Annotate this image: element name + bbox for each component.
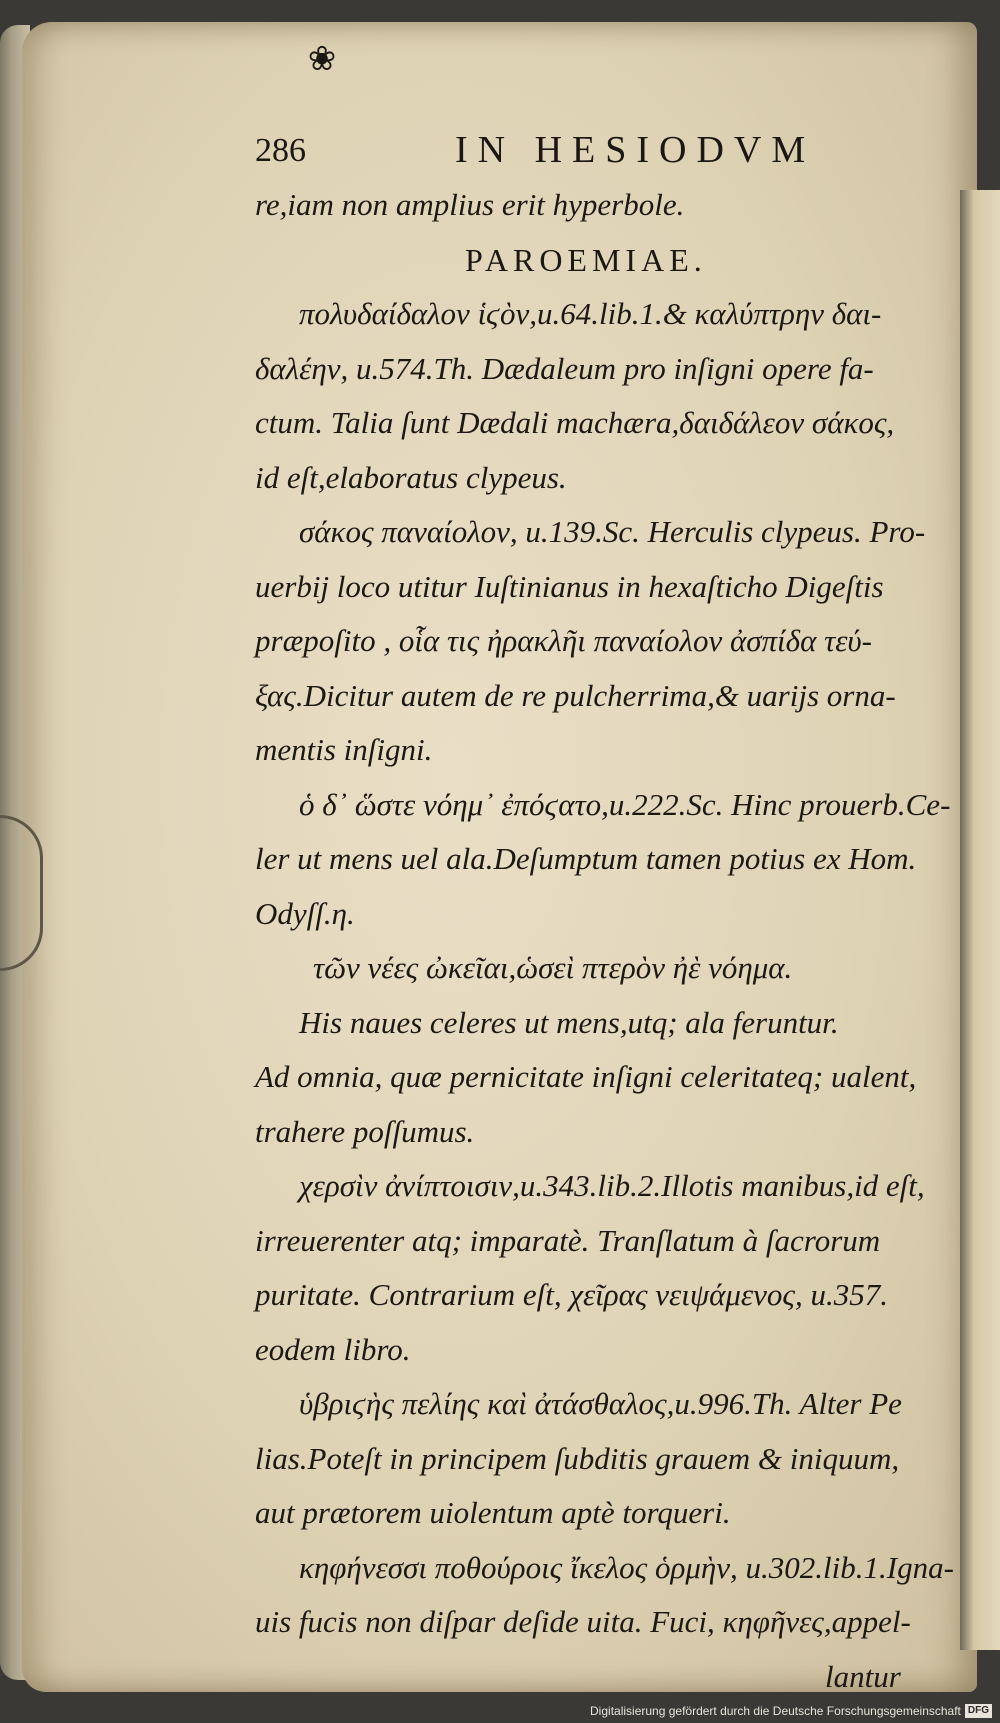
text-line: puritate. Contrarium eſt, χεῖρας νειψάμενος, u.357. <box>255 1277 888 1312</box>
text-line: His naues celeres ut mens,utq; ala feruntur. <box>299 1004 839 1040</box>
section-heading: PAROEMIAE. <box>465 241 707 278</box>
running-head <box>255 128 825 178</box>
text-line: τῶν νέες ὠκεῖαι,ὡσεὶ πτερὸν ἠὲ νόημα. <box>313 950 793 985</box>
text-line: præpoſito , οἷα τις ἠρακλῆι παναίολον ἀσπίδα τεύ- <box>255 623 872 658</box>
text-line: mentis inſigni. <box>255 732 433 767</box>
text-line: aut prætorem uiolentum aptè torqueri. <box>255 1495 731 1530</box>
text-line: ler ut mens uel ala.Deſumptum tamen potius ex Hom. <box>255 841 917 876</box>
text-line: irreuerenter atq; imparatè. Tranſlatum à ſacrorum <box>255 1222 881 1258</box>
text-line: uerbij loco utitur Iuſtinianus in hexaſticho Digeſtis <box>255 568 884 604</box>
dfg-logo-icon: DFG <box>965 1704 992 1718</box>
clasp-outline <box>0 815 43 971</box>
facing-page-edge <box>960 190 1000 1650</box>
text-line: ὑβριϛὴς πελίης καὶ ἀτάσθαλος,u.996.Th. Alter Pe <box>299 1386 902 1421</box>
ornament-icon: ❀ <box>307 41 337 78</box>
text-line: ctum. Talia ſunt Dædali machæra,δαιδάλεον σάκος, <box>255 405 895 440</box>
text-line: δαλέην, u.574.Th. Dædaleum pro inſigni opere fa- <box>255 350 874 386</box>
page-number: 286 <box>255 132 306 169</box>
catchword: lantur <box>825 1658 901 1694</box>
text-line: eodem libro. <box>255 1331 411 1367</box>
text-line: σάκος παναίολον, u.139.Sc. Herculis clypeus. Pro- <box>299 514 926 549</box>
digitization-credit <box>590 1702 992 1720</box>
text-line: trahere poſſumus. <box>255 1113 475 1149</box>
text-line: uis fucis non diſpar deſide uita. Fuci, κηφῆνες,appel- <box>255 1604 911 1639</box>
text-line: ὁ δ᾽ ὥστε νόημ᾽ ἐπόϛατο,u.222.Sc. Hinc prouerb.Ce- <box>299 786 951 822</box>
text-line: re,iam non amplius erit hyperbole. <box>255 187 685 222</box>
running-head-title: IN HESIODVM <box>455 129 816 171</box>
credit-text: Digitalisierung gefördert durch die Deutsche Forschungsgemeinschaft <box>590 1704 961 1718</box>
text-line: ξας.Dicitur autem de re pulcherrima,& uarijs orna- <box>255 677 896 713</box>
text-line: κηφήνεσσι ποθούροις ἴκελος ὁρμὴν, u.302.lib.1.Igna- <box>299 1549 954 1585</box>
text-line: Odyſſ.η. <box>255 895 355 931</box>
text-line: πολυδαίδαλον ἱϛὸν,u.64.lib.1.& καλύπτρην δαι- <box>299 296 882 331</box>
text-line: lias.Poteſt in principem ſubditis grauem & iniquum, <box>255 1440 900 1476</box>
text-line: Ad omnia, quæ pernicitate inſigni celeritateq; ualent, <box>255 1059 917 1094</box>
body-text <box>255 178 955 1704</box>
text-line: χερσὶν ἀνίπτοισιν,u.343.lib.2.Illotis manibus,id eſt, <box>299 1168 925 1203</box>
text-line: id eſt,elaboratus clypeus. <box>255 459 567 495</box>
